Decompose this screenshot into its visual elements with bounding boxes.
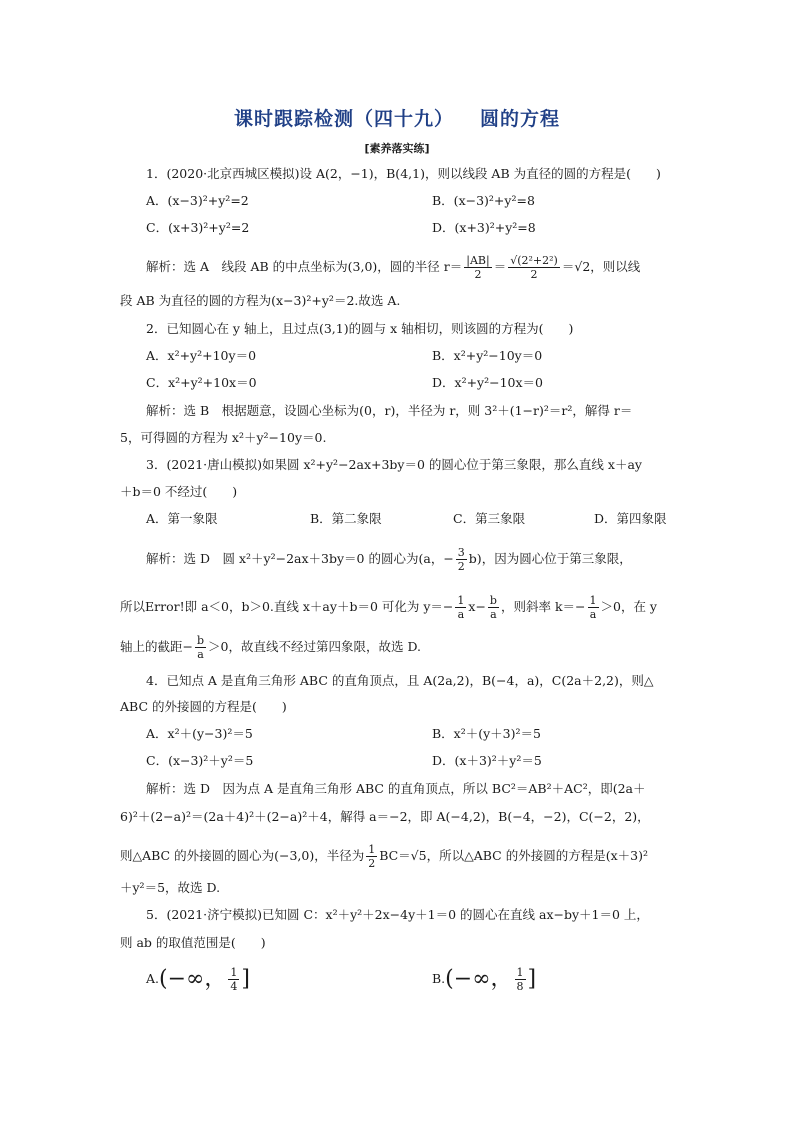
q4-solution-line3 [120,843,680,870]
q3-stem-line2: ＋b＝0 不经过( ) [120,484,238,499]
q4-option-b: B．x²＋(y＋3)²＝5 [432,726,541,741]
q4-sol3-text-b: BC＝√5，所以△ABC 的外接圆的方程是(x＋3)² [379,848,648,863]
q3-sol2-mid: x− [468,599,486,614]
q5-a-fraction: $\frac{1}{4}$ [230,966,238,993]
q4-option-a: A．x²＋(y−3)²＝5 [146,726,253,741]
q4-fraction-half: $\frac{1}{2}$ [368,843,376,870]
q4-stem-line1: 4．已知点 A 是直角三角形 ABC 的直角顶点，且 A(2a,2)，B(−4，a)，C(2a＋2,2)，则△ [146,673,654,688]
q5-a-open: (−∞， [159,966,227,992]
q3-sol-text-a: 解析：选 D 圆 x²＋y²−2ax＋3by＝0 的圆心为 [146,551,419,566]
q3-sol3-text-a: 轴上的截距− [120,639,193,654]
q1-stem: 1．(2020·北京西城区模拟)设 A(2，−1)，B(4,1)，则以线段 AB 为直径的圆的方程是( ) [146,166,661,181]
q1-option-d: D．(x+3)²+y²=8 [432,220,536,235]
q3-sol2-text-a: 所以Error!即 a＜0，b＞0.直线 x＋ay＋b＝0 可化为 y＝− [120,599,454,614]
q1-equals: ＝ [493,259,507,274]
q3-fraction-b-a: $\frac{b}{a}$ [489,594,497,621]
q5-b-close: ] [527,966,537,992]
q3-sol2-text-b: ，则斜率 k＝− [500,599,586,614]
q3-option-c: C．第三象限 [453,511,526,526]
q3-fraction-intercept: $\frac{b}{a}$ [196,634,205,661]
page-title [0,104,794,131]
q1-option-a: A．(x−3)²+y²=2 [146,193,249,208]
q4-solution-line2: 6)²＋(2−a)²＝(2a＋4)²＋(2−a)²＋4，解得 a＝−2，即 A(−4,2)，B(−4，−2)，C(−2，2)， [120,809,650,824]
q5-stem-line2: 则 ab 的取值范围是( ) [120,935,266,950]
q3-option-a: A．第一象限 [146,511,218,526]
q1-solution-line2: 段 AB 为直径的圆的方程为(x−3)²+y²＝2.故选 A. [120,293,401,308]
q5-a-close: ] [241,966,250,992]
q2-option-a: A．x²+y²+10y＝0 [146,348,257,363]
q3-center-close: b) [468,551,482,566]
title-right: 圆的方程 [480,108,561,130]
q2-stem: 2．已知圆心在 y 轴上，且过点(3,1)的圆与 x 轴相切，则该圆的方程为( ) [146,321,574,336]
q5-b-open: (−∞， [445,966,513,992]
q5-a-label: A. [146,971,160,986]
q2-option-b: B．x²+y²−10y＝0 [432,348,543,363]
q3-solution-line2 [120,594,680,621]
q5-option-a [146,966,250,993]
q3-fraction-3-2: $\frac{3}{2}$ [457,546,465,573]
q4-sol3-text-a: 则△ABC 的外接圆的圆心为(−3,0)，半径为 [120,848,365,863]
q3-solution-line3 [120,634,680,661]
q4-solution-line4: ＋y²＝5，故选 D. [120,880,221,895]
q1-sol-text-a: 解析：选 A 线段 AB 的中点坐标为(3,0)，圆的半径 r＝ [146,259,463,274]
q5-b-fraction: $\frac{1}{8}$ [516,966,524,993]
title-left: 课时跟踪检测（四十九） [233,108,454,130]
q3-sol3-text-b: ＞0，故直线不经过第四象限，故选 D. [208,639,422,654]
q4-option-d: D．(x＋3)²＋y²＝5 [432,753,542,768]
section-subtitle: [素养落实练] [364,142,430,155]
q1-fraction-sqrt: $\frac{\text{√(2²+2²)}}{2}$ [510,254,558,281]
q1-sol-text-b: ＝√2，则以线 [561,259,641,274]
q3-option-b: B．第二象限 [310,511,382,526]
q3-option-d: D．第四象限 [594,511,667,526]
q3-sol2-text-c: ＞0，在 y [600,599,657,614]
q3-fraction-1-a: $\frac{1}{a}$ [457,594,465,621]
q2-solution-line2: 5，可得圆的方程为 x²＋y²−10y＝0. [120,430,327,445]
q3-center-open: (a，− [418,551,454,566]
q3-fraction-1-a-2: $\frac{1}{a}$ [589,594,597,621]
q3-stem-line1: 3．(2021·唐山模拟)如果圆 x²+y²−2ax+3by＝0 的圆心位于第三象限，那么直线 x＋ay [146,457,642,472]
q3-sol-text-b: ，因为圆心位于第三象限， [481,551,632,566]
q4-option-c: C．(x−3)²＋y²＝5 [146,753,254,768]
q1-option-c: C．(x+3)²+y²=2 [146,220,250,235]
q1-solution-line1 [146,254,706,281]
q2-option-c: C．x²+y²+10x＝0 [146,375,257,390]
q5-option-b [432,966,536,993]
q5-b-label: B. [432,971,446,986]
q2-solution-line1: 解析：选 B 根据题意，设圆心坐标为(0，r)，半径为 r，则 3²＋(1−r)²＝r²，解得 r＝ [146,403,633,418]
q1-fraction-ab: $\frac{|AB|}{2}$ [466,254,490,281]
q5-stem-line1: 5．(2021·济宁模拟)已知圆 C：x²＋y²＋2x−4y＋1＝0 的圆心在直线 ax−by＋1＝0 上， [146,907,649,922]
q1-option-b: B．(x−3)²+y²=8 [432,193,535,208]
q3-solution-line1 [146,546,706,573]
q2-option-d: D．x²+y²−10x＝0 [432,375,544,390]
q4-stem-line2: ABC 的外接圆的方程是( ) [120,699,287,714]
q4-solution-line1: 解析：选 D 因为点 A 是直角三角形 ABC 的直角顶点，所以 BC²＝AB²＋AC²，即(2a＋ [146,781,646,796]
